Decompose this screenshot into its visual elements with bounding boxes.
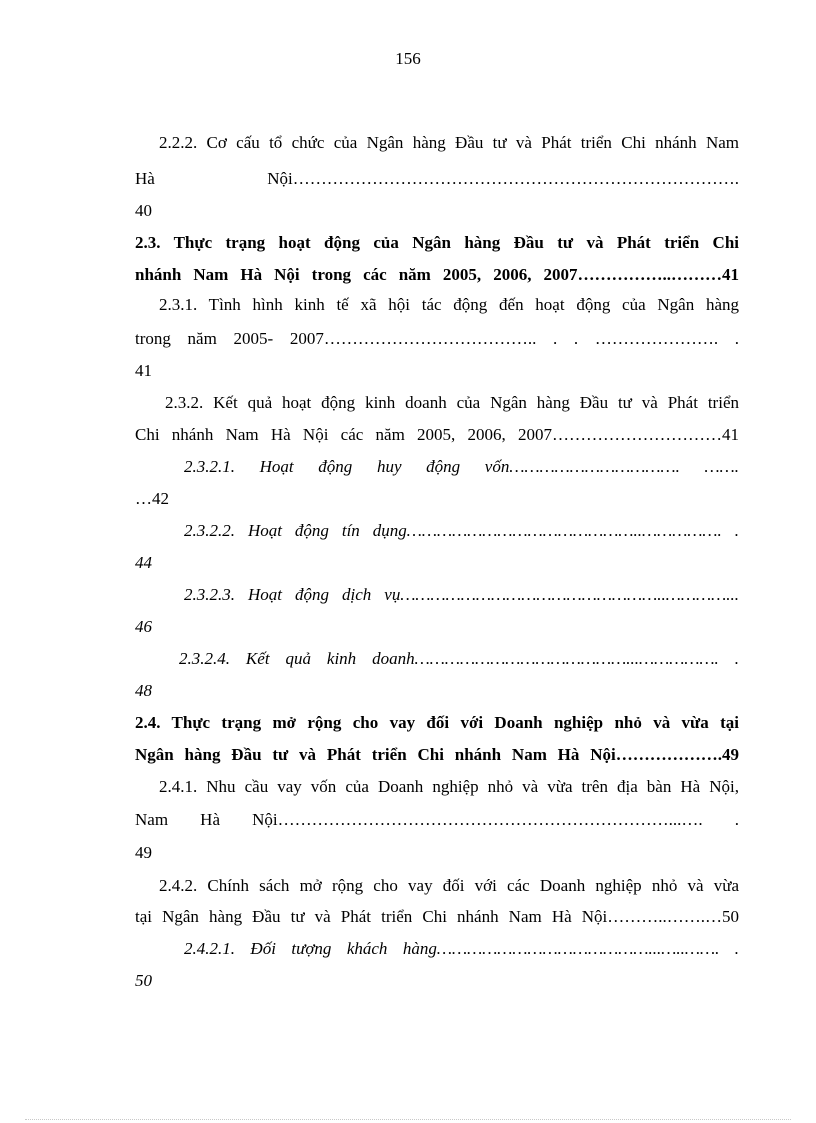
toc-entry-2-3-1-line1[interactable]: 2.3.1. Tình hình kinh tế xã hội tác động đến hoạt động của Ngân hàng — [159, 295, 739, 314]
toc-entry-2-4-2-1-page[interactable]: 50 — [135, 971, 152, 990]
toc-entry-2-3-1-page[interactable]: 41 — [135, 361, 152, 380]
toc-entry-2-3-2-2-page[interactable]: 44 — [135, 553, 152, 572]
toc-entry-2-3-2-1-line1[interactable]: 2.3.2.1. Hoạt động huy động vốn……………………………. ……. — [184, 457, 739, 476]
footer-divider — [25, 1119, 791, 1120]
toc-entry-2-3-1-line2[interactable]: trong năm 2005- 2007……………………………….. . . …………………. . — [135, 329, 739, 348]
toc-entry-2-4-1-line1[interactable]: 2.4.1. Nhu cầu vay vốn của Doanh nghiệp nhỏ và vừa trên địa bàn Hà Nội, — [159, 777, 739, 796]
toc-entry-2-3-2-3-line1[interactable]: 2.3.2.3. Hoạt động dịch vụ……………………………………………..…………... — [184, 585, 739, 604]
toc-entry-2-3-2-line1[interactable]: 2.3.2. Kết quả hoạt động kinh doanh của Ngân hàng Đầu tư và Phát triển — [165, 393, 739, 412]
toc-entry-2-2-2-page[interactable]: 40 — [135, 201, 152, 220]
toc-entry-2-4-2-line2[interactable]: tại Ngân hàng Đầu tư và Phát triển Chi nhánh Nam Hà Nội………..…….…50 — [135, 907, 739, 926]
toc-entry-2-3-line1[interactable]: 2.3. Thực trạng hoạt động của Ngân hàng Đầu tư và Phát triển Chi — [135, 233, 739, 252]
toc-entry-2-4-line1[interactable]: 2.4. Thực trạng mở rộng cho vay đối với Doanh nghiệp nhỏ và vừa tại — [135, 713, 739, 732]
toc-entry-2-3-2-3-page[interactable]: 46 — [135, 617, 152, 636]
toc-entry-2-3-2-line2[interactable]: Chi nhánh Nam Hà Nội các năm 2005, 2006, 2007…………………………41 — [135, 425, 739, 444]
toc-entry-2-4-line2[interactable]: Ngân hàng Đầu tư và Phát triển Chi nhánh Nam Hà Nội……………….49 — [135, 745, 739, 764]
toc-entry-2-3-2-2-line1[interactable]: 2.3.2.2. Hoạt động tín dụng………………………………………..……………. . — [184, 521, 739, 540]
toc-entry-2-3-2-4-page[interactable]: 48 — [135, 681, 152, 700]
toc-entry-2-3-2-1-page[interactable]: …42 — [135, 489, 169, 508]
toc-entry-2-2-2-line2[interactable]: Hà Nội……………………………………………………………………. — [135, 169, 739, 188]
toc-entry-2-2-2-line1[interactable]: 2.2.2. Cơ cấu tổ chức của Ngân hàng Đầu tư và Phát triển Chi nhánh Nam — [159, 133, 739, 152]
toc-entry-2-3-line2[interactable]: nhánh Nam Hà Nội trong các năm 2005, 2006, 2007……………..………41 — [135, 265, 739, 284]
toc-entry-2-4-1-page[interactable]: 49 — [135, 843, 152, 862]
page-number: 156 — [395, 49, 421, 68]
toc-entry-2-4-1-line2[interactable]: Nam Hà Nội……………………………………………………………...…. . — [135, 810, 739, 829]
toc-entry-2-4-2-line1[interactable]: 2.4.2. Chính sách mở rộng cho vay đối với các Doanh nghiệp nhỏ và vừa — [159, 876, 739, 895]
toc-entry-2-4-2-1-line1[interactable]: 2.4.2.1. Đối tượng khách hàng……………………………………...…..……. . — [184, 939, 739, 958]
toc-entry-2-3-2-4-line1[interactable]: 2.3.2.4. Kết quả kinh doanh……………………………………...……………. . — [179, 649, 739, 668]
